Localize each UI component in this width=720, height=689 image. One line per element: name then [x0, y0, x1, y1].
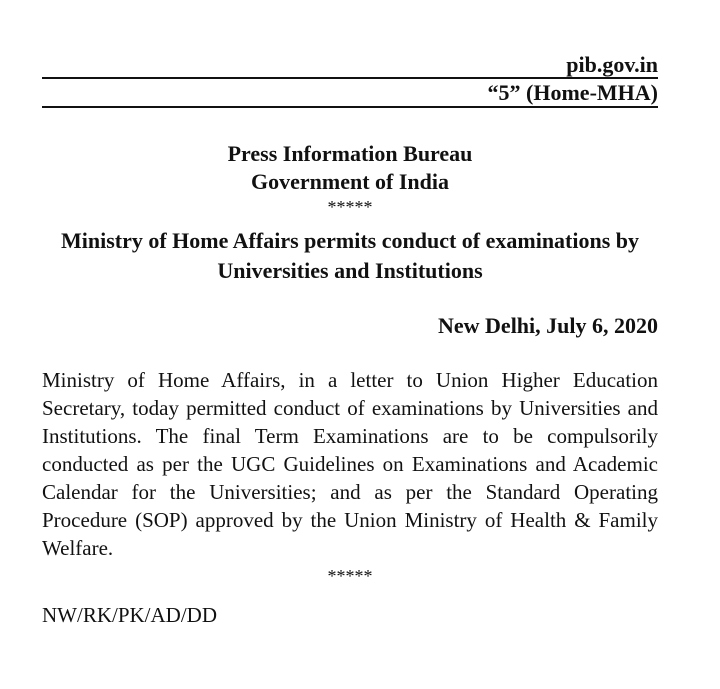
- header-divider: [42, 106, 658, 108]
- government-name: Government of India: [251, 169, 449, 194]
- dateline: New Delhi, July 6, 2020: [438, 313, 658, 338]
- release-body: Ministry of Home Affairs, in a letter to Union Higher Education Secretary, today permitted conduct of examinations by Universities and Institutions. The final Term Examinations are to be compulsorily conducted as per the UGC Guidelines on Examinations and Academic Calendar for the Universities; and as per the Standard Operating Procedure (SOP) approved by the Union Ministry of Health & Family Welfare.: [42, 368, 658, 560]
- end-separator-stars: *****: [327, 566, 373, 586]
- site-url: pib.gov.in: [566, 52, 658, 77]
- separator-stars: *****: [327, 197, 373, 217]
- bureau-name: Press Information Bureau: [227, 141, 473, 166]
- top-divider: [42, 77, 658, 79]
- reference-initials: NW/RK/PK/AD/DD: [42, 603, 218, 627]
- release-title: Ministry of Home Affairs permits conduct of examinations by Universities and Institutions: [60, 228, 640, 283]
- release-code: “5” (Home-MHA): [487, 80, 658, 105]
